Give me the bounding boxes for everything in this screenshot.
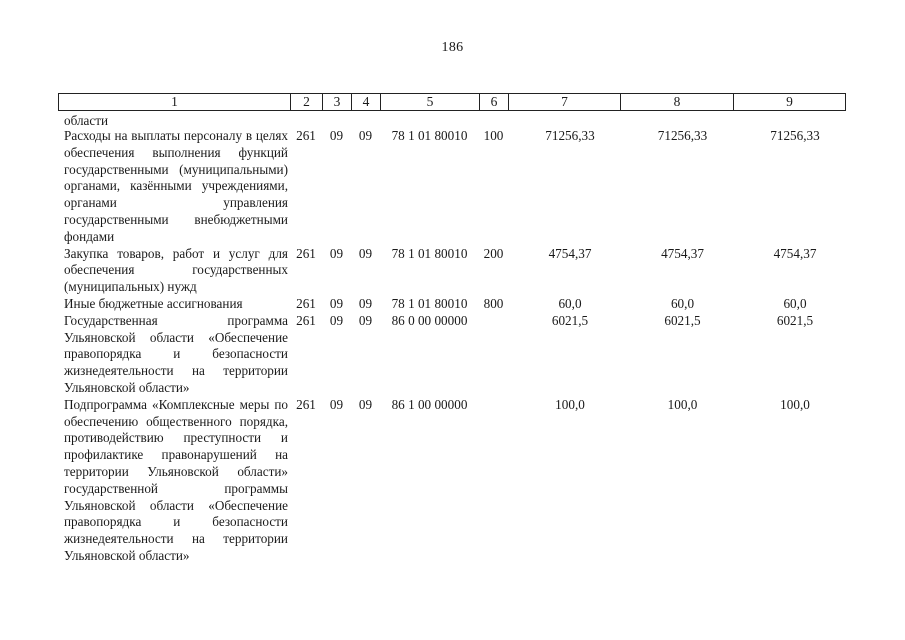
- row-name: Закупка товаров, работ и услуг для обеспечения государственных (муниципальных) нужд: [64, 245, 288, 295]
- cell-amount-col7: 100,0: [555, 396, 585, 412]
- column-header-3: 3: [323, 94, 352, 111]
- column-header-8: 8: [621, 94, 734, 111]
- table-row: [58, 397, 845, 565]
- cell-code-ministry: 261: [296, 245, 316, 261]
- cell-code-target: 86 0 00 00000: [391, 312, 468, 328]
- cell-code-ministry: 261: [296, 295, 316, 311]
- cell-amount-col7: 4754,37: [548, 245, 592, 261]
- column-header-6: 6: [480, 94, 509, 111]
- cell-amount-col9: 6021,5: [776, 312, 814, 328]
- cell-amount-col8: 6021,5: [664, 312, 701, 328]
- cell-amount-col8: 60,0: [670, 295, 695, 311]
- row-name: области: [64, 113, 109, 128]
- cell-code-target: 86 1 00 00000: [391, 396, 468, 412]
- column-header-5: 5: [381, 94, 480, 111]
- row-name: Иные бюджетные ассигнования: [64, 295, 243, 311]
- table-row: [58, 114, 845, 128]
- cell-code-ministry: 261: [296, 312, 316, 328]
- cell-code-ministry: 261: [296, 128, 316, 143]
- cell-code-subsection: 09: [358, 245, 373, 261]
- cell-code-target: 78 1 01 80010: [391, 295, 468, 311]
- cell-code-subsection: 09: [358, 295, 373, 311]
- cell-amount-col9: 60,0: [783, 295, 807, 311]
- cell-code-subsection: 09: [358, 396, 373, 412]
- column-header-2: 2: [291, 94, 323, 111]
- cell-amount-col9: 4754,37: [773, 245, 817, 261]
- column-header-1: 1: [59, 94, 291, 111]
- table-header: [58, 93, 846, 111]
- cell-code-section: 09: [329, 396, 344, 412]
- cell-amount-col9: 100,0: [780, 396, 810, 412]
- table-row: [58, 246, 845, 296]
- cell-code-section: 09: [329, 128, 344, 143]
- cell-code-section: 09: [329, 312, 344, 328]
- column-header-4: 4: [352, 94, 381, 111]
- cell-amount-col8: 4754,37: [661, 245, 704, 261]
- budget-table: [58, 114, 845, 565]
- cell-amount-col7: 71256,33: [545, 128, 595, 143]
- cell-amount-col7: 60,0: [558, 295, 582, 311]
- cell-code-expense-type: 200: [483, 245, 504, 261]
- cell-amount-col9: 71256,33: [770, 128, 820, 143]
- table-row: [58, 128, 845, 246]
- cell-code-subsection: 09: [358, 128, 373, 143]
- cell-code-expense-type: 100: [483, 128, 504, 143]
- column-header-7: 7: [509, 94, 621, 111]
- table-row: [58, 313, 845, 397]
- cell-code-subsection: 09: [358, 312, 373, 328]
- cell-code-expense-type: [479, 313, 508, 397]
- cell-amount-col8: 100,0: [667, 396, 698, 412]
- cell-code-section: 09: [329, 295, 344, 311]
- cell-code-expense-type: 800: [483, 295, 504, 311]
- row-name: Государственная программа Ульяновской области «Обеспечение правопорядка и безопасности жизнедеятельности на территории Ульяновской области»: [64, 312, 288, 395]
- cell-code-target: 78 1 01 80010: [391, 128, 468, 143]
- row-name: Подпрограмма «Комплексные меры по обеспечению общественного порядка, противодействию преступности и профилактике правонарушений на территории Ульяновской области» государственной программы Ульяновской области «Обеспечение правопорядка и безопасности жизнедеятельности на территории Ульяновской области»: [64, 396, 288, 563]
- table-row: [58, 296, 845, 313]
- cell-code-section: 09: [329, 245, 344, 261]
- cell-code-ministry: 261: [296, 396, 316, 412]
- cell-code-target: 78 1 01 80010: [391, 245, 468, 261]
- page-number: 186: [441, 40, 464, 55]
- column-header-9: 9: [734, 94, 846, 111]
- cell-amount-col7: 6021,5: [551, 312, 589, 328]
- cell-code-expense-type: [479, 397, 508, 565]
- cell-amount-col8: 71256,33: [657, 128, 708, 143]
- row-name: Расходы на выплаты персоналу в целях обеспечения выполнения функций государственными (муниципальными) органами, казёнными учреждениями, органами управления государственными внебюджетными фондами: [64, 128, 288, 244]
